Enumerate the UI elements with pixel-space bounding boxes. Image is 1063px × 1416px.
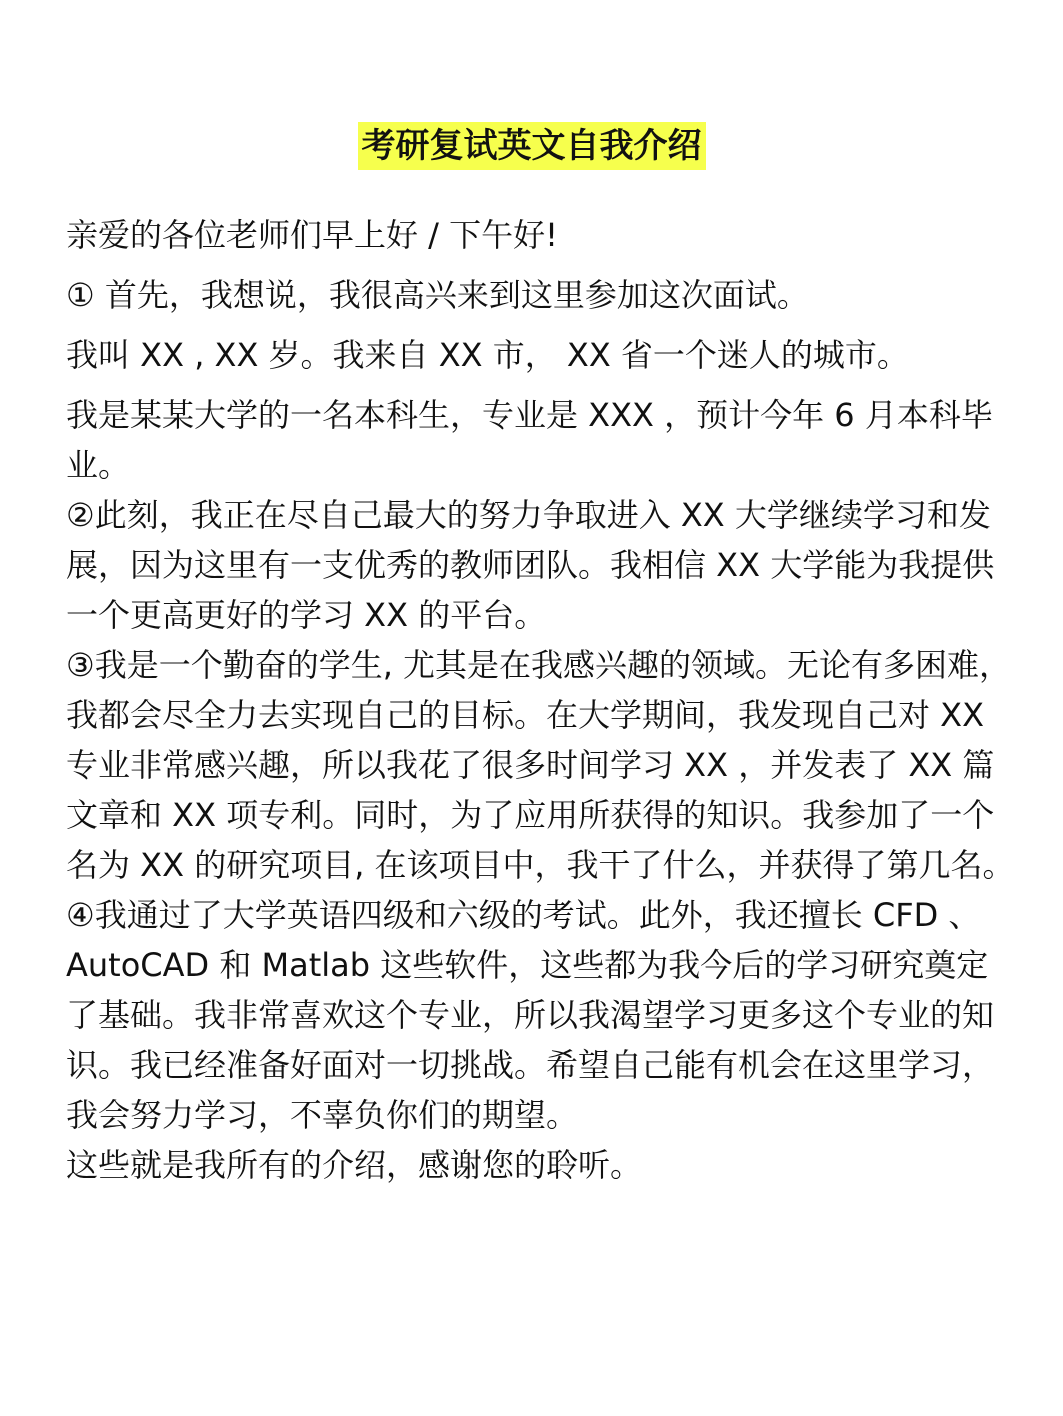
paragraph-4: ④我通过了大学英语四级和六级的考试。此外，我还擅长 CFD 、 AutoCAD 和 Matlab 这些软件，这些都为我今后的学习研究奠定了基础。我非常喜欢这个专业，所以我渴望学习更多这个专业的知识。我已经准备好面对一切挑战。希望自己能有机会在这里学习，我会努力学习，不辜负你们的期望。 — [66, 896, 995, 1134]
paragraph-university: 我是某某大学的一名本科生，专业是 XXX ，预计今年 6 月本科毕业。 — [66, 396, 993, 484]
paragraph-1: ① 首先，我想说，我很高兴来到这里参加这次面试。 — [66, 276, 809, 314]
document-body — [66, 210, 1016, 1190]
paragraph-closing: 这些就是我所有的介绍，感谢您的聆听。 — [66, 1146, 643, 1184]
paragraph-3: ③我是一个勤奋的学生, 尤其是在我感兴趣的领域。无论有多困难，我都会尽全力去实现自己的目标。在大学期间，我发现自己对 XX 专业非常感兴趣，所以我花了很多时间学习 XX ，并发表了 XX 篇文章和 XX 项专利。同时，为了应用所获得的知识。我参加了一个名为 XX 的研究项目, 在该项目中，我干了什么，并获得了第几名。 — [66, 646, 1015, 884]
paragraph-greeting: 亲爱的各位老师们早上好 / 下午好! — [66, 216, 558, 254]
paragraph-2: ②此刻，我正在尽自己最大的努力争取进入 XX 大学继续学习和发展，因为这里有一支优秀的教师团队。我相信 XX 大学能为我提供一个更高更好的学习 XX 的平台。 — [66, 496, 995, 634]
paragraph-name: 我叫 XX , XX 岁。我来自 XX 市， XX 省一个迷人的城市。 — [66, 336, 909, 374]
document-title: 考研复试英文自我介绍 — [358, 122, 706, 170]
title-container — [0, 122, 1063, 170]
